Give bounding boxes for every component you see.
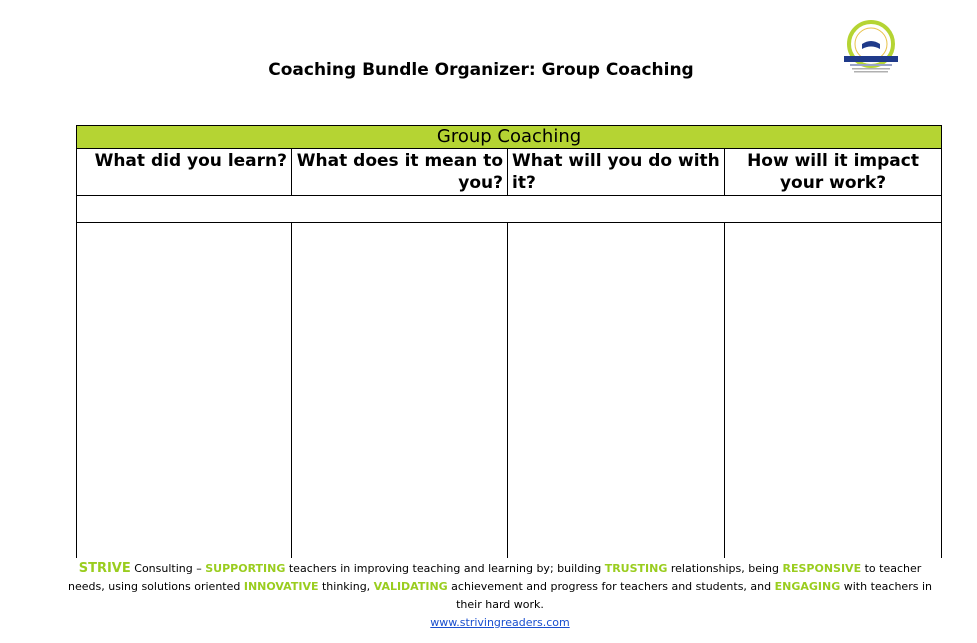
footer	[60, 560, 940, 632]
footer-text: relationships, being	[667, 562, 783, 575]
answer-cell-learn[interactable]	[77, 223, 292, 564]
column-header-action: What will you do with it?	[508, 149, 725, 196]
footer-text: to teacher needs, using solutions oriented	[68, 562, 922, 593]
answer-cell-meaning[interactable]	[292, 223, 508, 564]
strive-tlc-logo	[838, 18, 904, 78]
footer-brand: STRIVE	[78, 561, 131, 576]
answer-cell-impact[interactable]	[725, 223, 942, 564]
footer-text: teachers in improving teaching and learning by; building	[285, 562, 605, 575]
footer-text: with teachers in their hard work.	[456, 580, 932, 611]
footer-text: thinking,	[318, 580, 374, 593]
footer-text: achievement and progress for teachers and students, and	[447, 580, 775, 593]
footer-text: Consulting –	[130, 562, 206, 575]
column-header-meaning: What does it mean to you?	[292, 149, 508, 196]
footer-keyword: INNOVATIVE	[243, 580, 319, 593]
website-link[interactable]: www.strivingreaders.com	[430, 616, 570, 629]
column-header-learn: What did you learn?	[77, 149, 292, 196]
column-header-impact: How will it impact your work?	[725, 149, 942, 196]
footer-keyword: RESPONSIVE	[782, 562, 862, 575]
footer-mission-statement	[60, 560, 940, 614]
page-title: Coaching Bundle Organizer: Group Coaching	[268, 60, 694, 80]
footer-keyword: TRUSTING	[604, 562, 668, 575]
answer-cell-action[interactable]	[508, 223, 725, 564]
table-banner: Group Coaching	[77, 126, 942, 149]
footer-keyword: ENGAGING	[774, 580, 841, 593]
footer-keyword: VALIDATING	[373, 580, 448, 593]
blank-row[interactable]	[77, 196, 942, 223]
footer-keyword: SUPPORTING	[205, 562, 286, 575]
group-coaching-table	[76, 125, 942, 564]
